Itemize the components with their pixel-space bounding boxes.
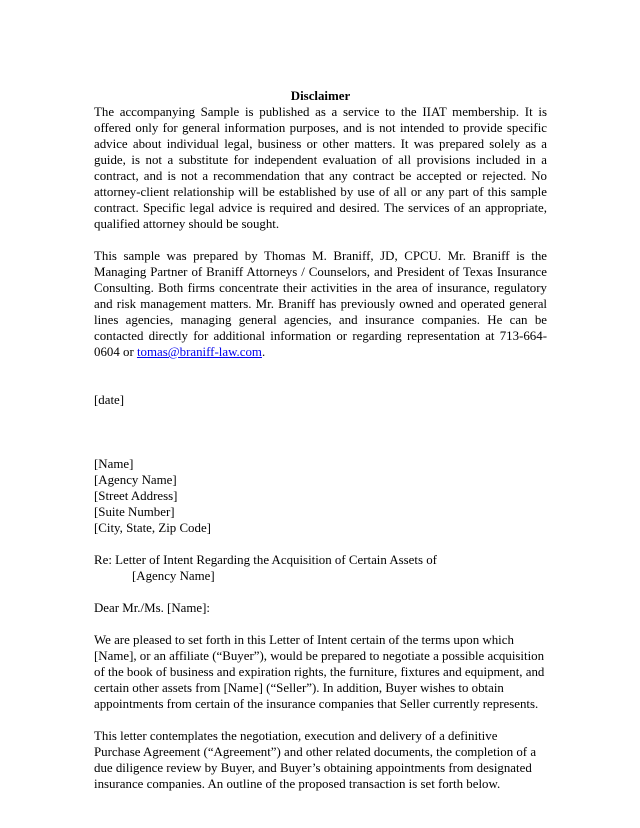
disclaimer-paragraph: The accompanying Sample is published as a service to the IIAT membership. It is offered only for general information purposes, and is not intended to provide specific advice about individual legal, business or other matters. It was prepared solely as a guide, is not a substitute for independent evaluation of all provisions included in a contract, and is not a recommendation that any contract be accepted or rejected. No attorney-client relationship will be established by use of all or any part of this sample contract. Specific legal advice is required and desired. The services of an appropriate, qualified attorney should be sought.: [94, 105, 547, 231]
address-line: [Agency Name]: [94, 473, 177, 487]
address-line: [Name]: [94, 457, 134, 471]
letter-date: [date]: [94, 393, 125, 407]
author-paragraph-text: This sample was prepared by Thomas M. Braniff, JD, CPCU. Mr. Braniff is the Managing Partner of Braniff Attorneys / Counselors, and President of Texas Insurance Consulting. Both firms concentrate their activities in the area of insurance, regulatory and risk management matters. Mr. Braniff has previously owned and operated general lines agencies, managing general agencies, and insurance companies. He can be contacted directly for additional information or regarding representation at 713-664-0604 or: [94, 249, 547, 359]
re-agency-line: [Agency Name]: [132, 569, 215, 583]
email-link[interactable]: tomas@braniff-law.com: [136, 345, 262, 359]
author-paragraph: [94, 248, 547, 360]
address-line: [Suite Number]: [94, 505, 175, 519]
author-paragraph-end: .: [261, 345, 266, 359]
disclaimer-title: Disclaimer: [290, 89, 351, 103]
document-page: [94, 88, 547, 792]
re-line: Re: Letter of Intent Regarding the Acquisition of Certain Assets of: [94, 553, 437, 567]
address-line: [City, State, Zip Code]: [94, 521, 211, 535]
address-line: [Street Address]: [94, 489, 178, 503]
letter-paragraph-2: This letter contemplates the negotiation, execution and delivery of a definitive Purchase Agreement (“Agreement”) and other related documents, the completion of a due diligence review by Buyer, and Buyer’s obtaining appointments from designated insurance companies. An outline of the proposed transaction is set forth below.: [94, 729, 537, 791]
recipient-address: [94, 456, 547, 536]
salutation: Dear Mr./Ms. [Name]:: [94, 601, 210, 615]
letter-paragraph-1: We are pleased to set forth in this Letter of Intent certain of the terms upon which [Name], or an affiliate (“Buyer”), would be prepared to negotiate a possible acquisition of the book of business and expiration rights, the furniture, fixtures and equipment, and certain other assets from [Name] (“Seller”). In addition, Buyer wishes to obtain appointments from certain of the insurance companies that Seller currently represents.: [94, 633, 545, 711]
